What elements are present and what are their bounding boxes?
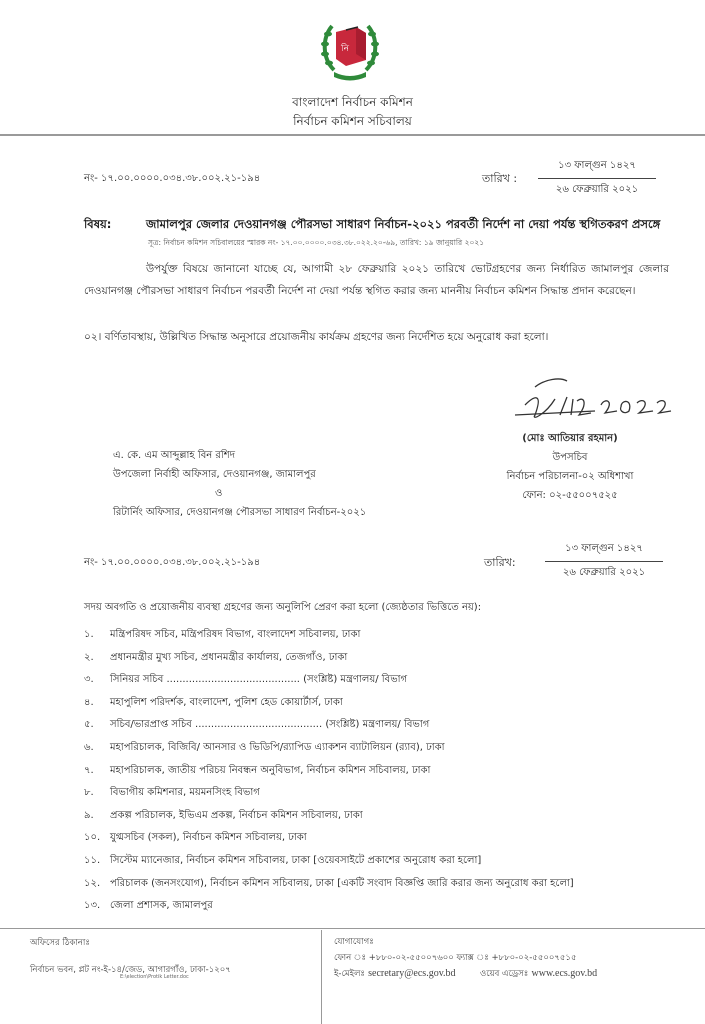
item-text: সিনিয়র সচিব .......................................... (সংশ্লিষ্ট) মন্ত্রণালয়/ বিভাগ: [110, 674, 408, 686]
date-block: [538, 158, 656, 199]
copy-list-item: [84, 805, 574, 828]
footer-column-divider: [321, 930, 322, 1024]
contact-email-line: [334, 967, 597, 981]
item-number: ৭.: [84, 764, 94, 776]
contact-label: যোগাযোগঃ: [334, 937, 374, 947]
item-text: সিস্টেম ম্যানেজার, নির্বাচন কমিশন সচিবালয়, ঢাকা [ওয়েবসাইটে প্রকাশের অনুরোধ করা হলো]: [110, 854, 482, 866]
phone-fax: ফোন ঃ +৮৮০-০২-৫৫০০৭৬০০ ফ্যাক্স ঃ +৮৮০-০২-৫৫০০৭৫১৫: [334, 953, 577, 963]
item-text: মহাপরিচালক, বিজিবি/ আনসার ও ভিডিপি/র‌্যাপিড এ্যাকশন ব্যাটালিয়ন (র‌্যাব), ঢাকা: [110, 741, 445, 753]
org-name: বাংলাদেশ নির্বাচন কমিশন: [292, 95, 413, 109]
copy-list-item: [84, 873, 574, 896]
header-divider: [0, 134, 705, 136]
svg-text:নি: নি: [341, 44, 349, 54]
copy-list-item: [84, 692, 574, 715]
recipient-name: এ. কে. এম আব্দুল্লাহ বিন রশিদ: [113, 450, 235, 461]
item-number: ৪.: [84, 696, 94, 708]
date-label: তারিখ :: [482, 172, 518, 185]
signature: [505, 375, 675, 425]
copy-list-item: [84, 782, 574, 805]
election-commission-logo: [318, 18, 382, 84]
copy-list-item: [84, 737, 574, 760]
recipient-designation: উপজেলা নির্বাহী অফিসার, দেওয়ানগঞ্জ, জামালপুর: [113, 469, 316, 480]
subject-text: জামালপুর জেলার দেওয়ানগঞ্জ পৌরসভা সাধারণ নির্বাচন-২০২১ পরবর্তী নির্দেশ না দেয়া পর্যন্ত স্থগিতকরণ প্রসঙ্গে: [146, 217, 661, 231]
email-label: ই-মেইলঃ: [334, 969, 365, 979]
item-number: ১২.: [84, 877, 101, 889]
copy-list-item: [84, 760, 574, 783]
recipient-conjunction: ও: [215, 488, 223, 499]
memo2-date-bangla: ১৩ ফাল্গুন ১৪২৭: [545, 541, 663, 562]
body-paragraph-2: ০২। বর্ণিতাবস্থায়, উল্লিখিত সিদ্ধান্ত অনুসারে প্রয়োজনীয় কার্যক্রম গ্রহণের জন্য নির্দেশিত হয়ে অনুরোধ করা হলো।: [84, 331, 549, 343]
item-text: পরিচালক (জনসংযোগ), নির্বাচন কমিশন সচিবালয়, ঢাকা [একটি সংবাদ বিজ্ঞপ্তি জারি করার জন্য অনুরোধ করা হলো]: [110, 877, 574, 889]
signatory-branch: নির্বাচন পরিচালনা-০২ অধিশাখা: [506, 471, 634, 482]
office-address: নির্বাচন ভবন, প্লট নং-ই-১৪/জেড, আগারগাঁও, ঢাকা-১২০৭: [30, 965, 231, 975]
item-number: ১১.: [84, 854, 101, 866]
item-number: ১০.: [84, 832, 101, 844]
item-number: ২.: [84, 651, 94, 663]
recipient-designation-2: রিটার্নিং অফিসার, দেওয়ানগঞ্জ পৌরসভা সাধারণ নির্বাচন-২০২১: [113, 507, 367, 518]
item-number: ৫.: [84, 719, 94, 731]
memo-number: নং- ১৭.০০.০০০০.০৩৪.৩৮.০০২.২১-১৯৪: [84, 173, 261, 184]
item-text: বিভাগীয় কমিশনার, ময়মনসিংহ বিভাগ: [110, 787, 260, 799]
date-bangla: ১৩ ফাল্গুন ১৪২৭: [538, 158, 656, 179]
item-number: ৯.: [84, 809, 94, 821]
footer-divider: [0, 928, 705, 929]
memo2-date-gregorian: ২৬ ফেব্রুয়ারি ২০২১: [562, 567, 646, 578]
item-number: ৩.: [84, 674, 94, 686]
address-label: অফিসের ঠিকানাঃ: [30, 938, 90, 948]
item-text: সচিব/ভারপ্রাপ্ত সচিব ........................................ (সংশ্লিষ্ট) মন্ত্রণালয়/ বিভাগ: [110, 719, 430, 731]
copy-list-item: [84, 624, 574, 647]
item-text: মন্ত্রিপরিষদ সচিব, মন্ত্রিপরিষদ বিভাগ, বাংলাদেশ সচিবালয়, ঢাকা: [110, 629, 361, 640]
date-gregorian: ২৬ ফেব্রুয়ারি ২০২১: [555, 184, 639, 195]
memo2-date-block: [545, 541, 663, 582]
item-number: ১.: [84, 629, 94, 640]
subject-line: [84, 216, 660, 235]
item-text: প্রকল্প পরিচালক, ইভিএম প্রকল্প, নির্বাচন কমিশন সচিবালয়, ঢাকা: [110, 809, 363, 821]
copy-list-item: [84, 647, 574, 670]
subject-label: বিষয়:: [84, 217, 112, 231]
web-link[interactable]: www.ecs.gov.bd: [531, 968, 598, 979]
item-text: জেলা প্রশাসক, জামালপুর: [110, 900, 213, 912]
org-subname: নির্বাচন কমিশন সচিবালয়: [293, 114, 412, 128]
web-label: ওয়েব এড্রেসঃ: [479, 969, 529, 979]
signatory-designation: উপসচিব: [552, 452, 588, 463]
copy-list-item: [84, 714, 574, 737]
signatory-name: (মোঃ আতিয়ার রহমান): [522, 433, 618, 444]
memo2-date-label: তারিখ:: [484, 556, 516, 569]
item-number: ১৩.: [84, 900, 101, 912]
recipient-block: [113, 446, 366, 522]
copy-list-item: [84, 850, 574, 873]
item-text: মহাপরিচালক, জাতীয় পরিচয় নিবন্ধন অনুবিভাগ, নির্বাচন কমিশন সচিবালয়, ঢাকা: [110, 764, 431, 776]
file-path: E:\election\Protik Letter.doc: [120, 974, 189, 980]
copy-intro: সদয় অবগতি ও প্রয়োজনীয় ব্যবস্থা গ্রহণের জন্য অনুলিপি প্রেরণ করা হলো (জ্যেষ্ঠতার ভিত্তিতে নয়):: [84, 602, 482, 613]
copy-list-item: [84, 895, 574, 918]
copy-list-item: [84, 827, 574, 850]
item-text: প্রধানমন্ত্রীর মুখ্য সচিব, প্রধানমন্ত্রীর কার্যালয়, তেজগাঁও, ঢাকা: [110, 651, 348, 663]
reference-line: সূত্র: নির্বাচন কমিশন সচিবালয়ের স্মারক নং- ১৭.০০.০০০০.০৩৪.৩৮.০২২.২০-৬৯, তারিখ: ১৯ জানুয়ারি ২০২১: [148, 238, 485, 247]
item-text: যুগ্মসচিব (সকল), নির্বাচন কমিশন সচিবালয়, ঢাকা: [110, 832, 307, 844]
email-link[interactable]: secretary@ecs.gov.bd: [368, 968, 456, 979]
signatory-phone: ফোন: ০২-৫৫০০৭৫২৫: [522, 490, 618, 501]
memo2-number: নং- ১৭.০০.০০০০.০৩৪.৩৮.০০২.২১-১৯৪: [84, 557, 261, 568]
item-number: ৮.: [84, 787, 94, 799]
body-paragraph-1: উপর্যুক্ত বিষয়ে জানানো যাচ্ছে যে, আগামী ২৮ ফেব্রুয়ারি ২০২১ তারিখে ভোটগ্রহণের জন্য নির্ধারিত জামালপুর জেলার দেওয়ানগঞ্জ পৌরসভা সাধারণ নির্বাচন পরবর্তী নির্দেশ না দেয়া পর্যন্ত স্থগিত করার জন্য মাননীয় নির্বাচন কমিশন সিদ্ধান্ত প্রদান করেছেন।: [84, 263, 669, 297]
item-text: মহাপুলিশ পরিদর্শক, বাংলাদেশ, পুলিশ হেড কোয়ার্টার্স, ঢাকা: [110, 696, 343, 708]
copy-list-item: [84, 669, 574, 692]
item-number: ৬.: [84, 741, 94, 753]
copy-list: [84, 624, 574, 918]
signatory-block: [470, 429, 670, 505]
